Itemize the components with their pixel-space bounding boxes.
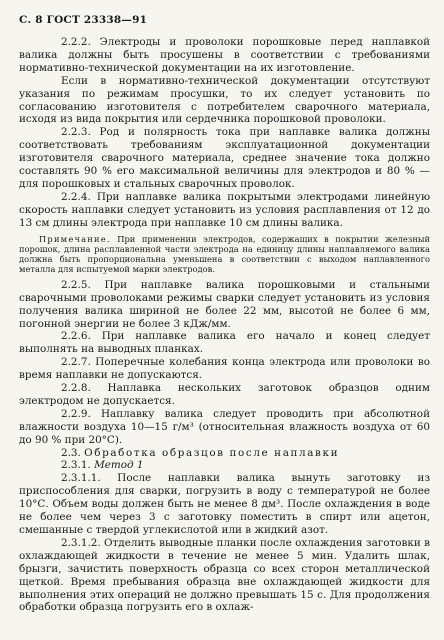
method-title: Метод 1 xyxy=(94,459,144,472)
paragraph: 2.3.1.2. Отделить выводные планки после охлаждения заготовки в охлаждающей жидкости в течение не менее 5 мин. Удалить шлак, брызги, зачистить поверхность образца со всех сторон металлической щеткой. Время пребывания образца вне охлаждающей жидкости для выполнения этих операций не должно превышать 15 с. Для продолжения обработки образца погрузить его в охлаж- xyxy=(19,536,430,614)
page-number: С. 8 xyxy=(19,14,43,26)
section-heading xyxy=(19,447,430,460)
paragraph: 2.2.5. При наплавке валика порошковыми и стальными сварочными проволоками режимы сварки следует установить из условия получения валика шириной не более 22 мм, высотой не более 6 мм, погонной энергии не более 3 кДж/мм. xyxy=(19,278,430,330)
page-header xyxy=(19,14,147,26)
note-label: Примечание. xyxy=(39,233,111,244)
method-number: 2.3.1. xyxy=(61,459,91,472)
section-number: 2.3. xyxy=(61,446,81,459)
paragraph: 2.3.1.1. После наплавки валика вынуть заготовку из приспособления для сварки, погрузить в воду с температурой не более 10°С. Объем воды должен быть не менее 8 дм³. После охлаждения в воде не более чем через 3 с заготовку поместить в спирт или ацетон, смешанные с твердой углекислотой или в жидкий азот. xyxy=(19,472,430,536)
paragraph: 2.2.7. Поперечные колебания конца электрода или проволоки во время наплавки не допускаются. xyxy=(19,356,430,382)
standard-code: ГОСТ 23338—91 xyxy=(46,14,148,26)
paragraph: Если в нормативно-технической документации отсутствуют указания по режимам просушки, то их следует установить по согласованию изготовителя с потребителем сварочного материала, исходя из вида покрытия или сердечника порошковой проволоки. xyxy=(19,74,430,126)
paragraph: 2.2.3. Род и полярность тока при наплавке валика должны соответствовать требованиям эксплуатационной документации изготовителя сварочного материала, среднее значение тока должно составлять 90 % его максимальной величины для электродов и 80 % — для порошковых и стальных сварочных проволок. xyxy=(19,126,430,190)
paragraph: 2.2.8. Наплавка нескольких заготовок образцов одним электродом не допускается. xyxy=(19,382,430,407)
note-text: При применении электродов, содержащих в покрытии железный порошок, длина расплавленной части электрода на единицу длины наплавляемого валика должна быть пропорциональна уменьшена в соответствии с выходом наплавленного металла для испытуемой марки электродов. xyxy=(19,233,430,275)
paragraph: 2.2.4. При наплавке валика покрытыми электродами линейную скорость наплавки следует установить из условия расплавления от 12 до 13 см длины электрода при наплавке 10 см длины валика. xyxy=(19,190,430,229)
method-heading xyxy=(19,459,430,472)
paragraph: 2.2.6. При наплавке валика его начало и конец следует выполнять на выводных планках. xyxy=(19,330,430,356)
note xyxy=(19,234,430,275)
paragraph: 2.2.2. Электроды и проволоки порошковые перед наплавкой валика должны быть просушены в соответствии с требованиями нормативно-технической документации на их изготовление. xyxy=(19,36,430,74)
page-content xyxy=(19,36,430,614)
section-title: Обработка образцов после наплавки xyxy=(84,446,340,459)
paragraph: 2.2.9. Наплавку валика следует проводить при абсолютной влажности воздуха 10—15 г/м³ (относительная влажность воздуха от 60 до 90 % при 20°С). xyxy=(19,407,430,446)
